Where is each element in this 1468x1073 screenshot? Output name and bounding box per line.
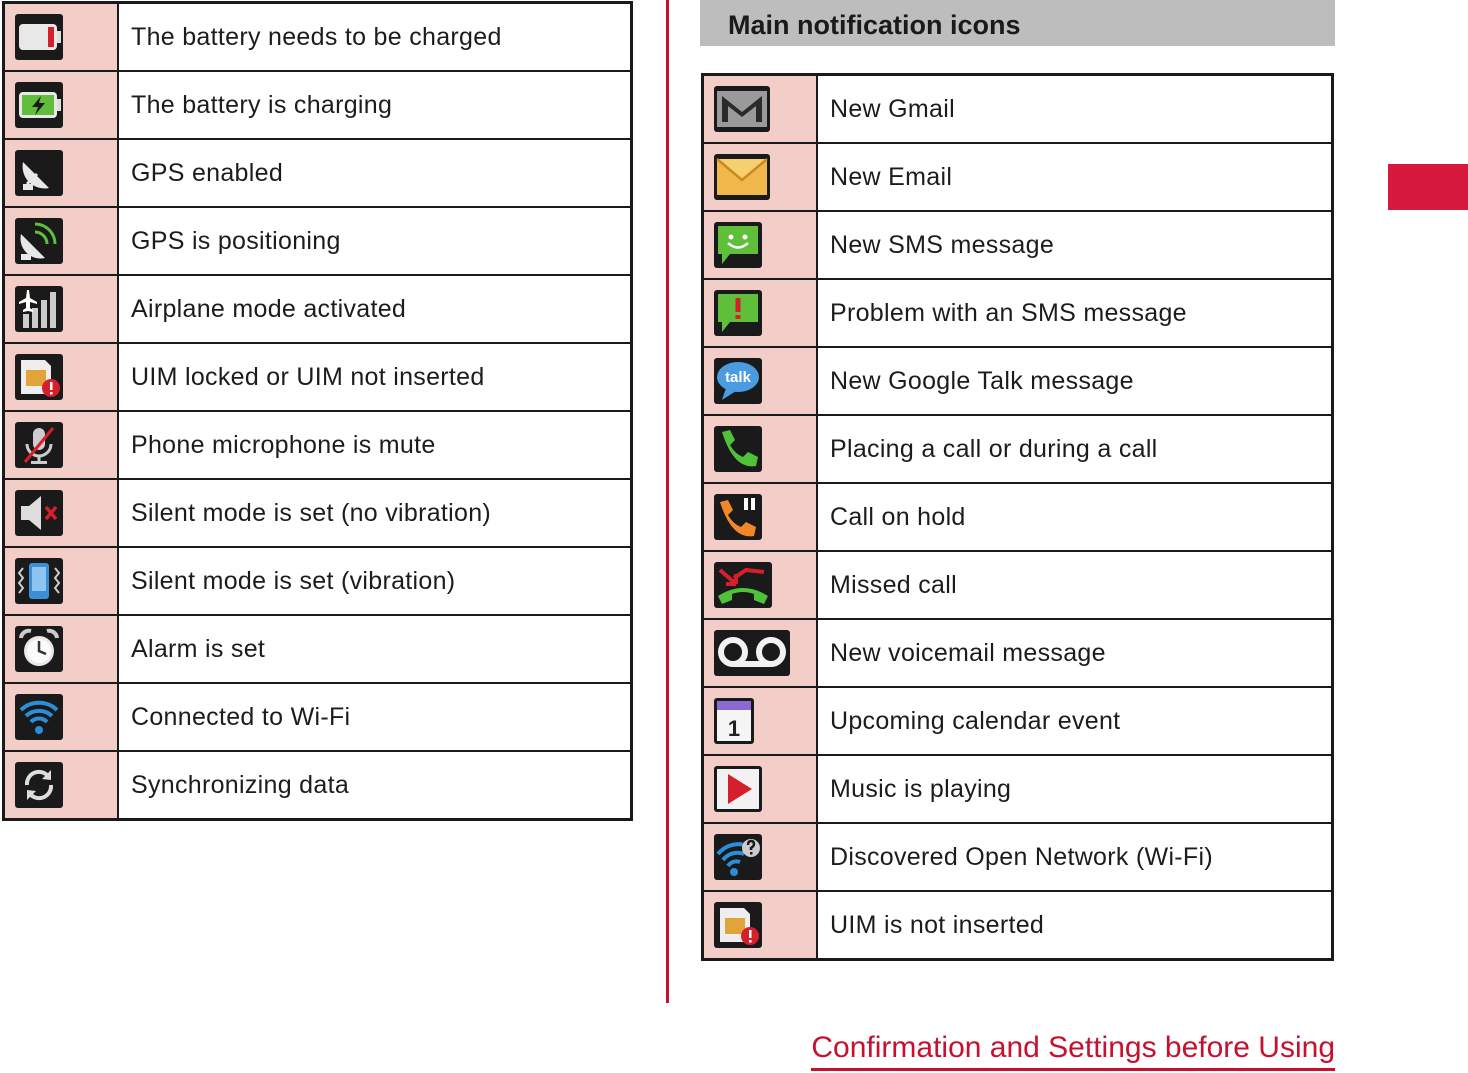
table-row [4,411,632,479]
google-talk-icon [714,358,762,404]
row-label: Silent mode is set (vibration) [118,547,632,615]
table-row [4,3,632,72]
table-row [703,143,1333,211]
table-row [703,551,1333,619]
table-row [703,891,1333,960]
table-row [703,483,1333,551]
row-label: Alarm is set [118,615,632,683]
row-label: Silent mode is set (no vibration) [118,479,632,547]
table-row [703,211,1333,279]
gps-enabled-icon [15,150,63,196]
table-row [703,687,1333,755]
table-row [703,415,1333,483]
battery-low-icon [15,14,63,60]
music-playing-icon [714,766,762,812]
row-label: Upcoming calendar event [817,687,1333,755]
missed-call-icon [714,562,772,608]
table-row [703,619,1333,687]
table-row [4,275,632,343]
table-row [703,75,1333,144]
row-label: GPS is positioning [118,207,632,275]
table-row [703,347,1333,415]
row-label: New Google Talk message [817,347,1333,415]
talk-icon-text: talk [725,369,751,386]
row-label: New Gmail [817,75,1333,144]
sms-problem-icon [714,290,762,336]
mic-mute-icon [15,422,63,468]
row-label: Problem with an SMS message [817,279,1333,347]
table-row [4,615,632,683]
row-label: Call on hold [817,483,1333,551]
uim-locked-icon [15,354,63,400]
table-row [703,823,1333,891]
table-row [4,343,632,411]
row-label: UIM is not inserted [817,891,1333,960]
table-row [4,683,632,751]
voicemail-icon [714,630,790,676]
sync-icon [15,762,63,808]
calendar-icon [714,698,754,744]
gps-positioning-icon [15,218,63,264]
row-label: UIM locked or UIM not inserted [118,343,632,411]
row-label: Music is playing [817,755,1333,823]
table-row [703,279,1333,347]
silent-vibration-icon [15,558,63,604]
table-row [4,207,632,275]
call-hold-icon [714,494,762,540]
row-label: Discovered Open Network (Wi-Fi) [817,823,1333,891]
chapter-footer-title: Confirmation and Settings before Using [811,1030,1335,1071]
table-row [703,755,1333,823]
row-label: New SMS message [817,211,1333,279]
row-label: Phone microphone is mute [118,411,632,479]
open-network-icon [714,834,762,880]
wifi-connected-icon [15,694,63,740]
column-divider [666,0,669,1003]
row-label: New Email [817,143,1333,211]
battery-charging-icon [15,82,63,128]
airplane-mode-icon [15,286,63,332]
row-label: Placing a call or during a call [817,415,1333,483]
row-label: The battery needs to be charged [118,3,632,72]
call-icon [714,426,762,472]
main-notification-icons-table [701,73,1334,961]
alarm-icon [15,626,63,672]
gmail-icon [714,86,770,132]
row-label: Missed call [817,551,1333,619]
table-row [4,547,632,615]
table-row [4,139,632,207]
row-label: Connected to Wi-Fi [118,683,632,751]
row-label: Airplane mode activated [118,275,632,343]
row-label: New voicemail message [817,619,1333,687]
chapter-tab [1388,164,1468,210]
table-row [4,71,632,139]
row-label: GPS enabled [118,139,632,207]
left-icon-table [2,1,633,821]
sms-icon [714,222,762,268]
email-icon [714,154,770,200]
row-label: Synchronizing data [118,751,632,820]
table-row [4,751,632,820]
row-label: The battery is charging [118,71,632,139]
uim-not-inserted-icon [714,902,762,948]
calendar-day: 1 [727,716,741,741]
section-title: Main notification icons [700,0,1335,46]
silent-no-vibration-icon [15,490,63,536]
table-row [4,479,632,547]
